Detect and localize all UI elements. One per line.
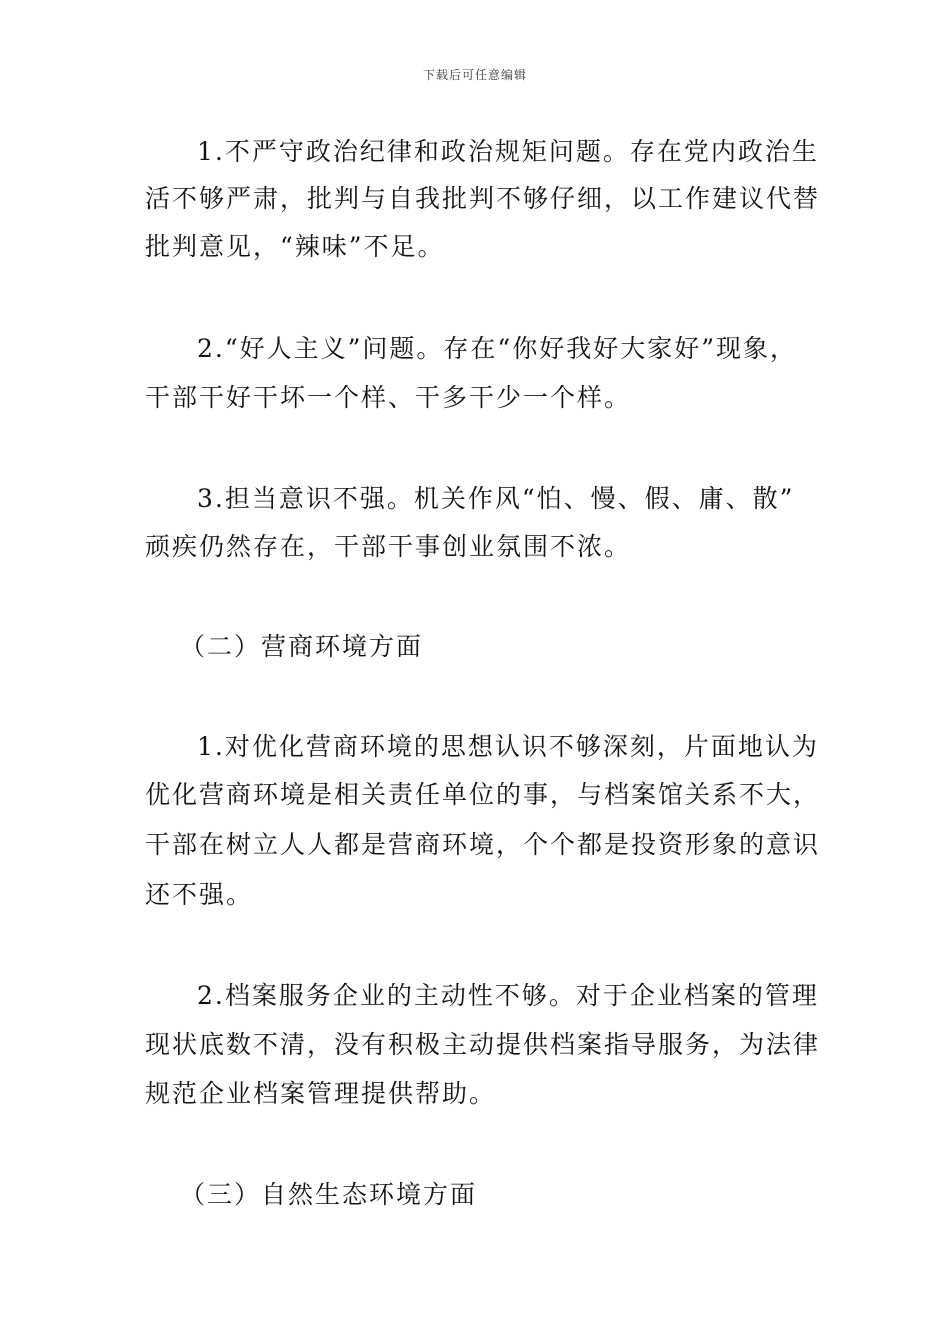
paragraph-line: 还不强。 — [145, 880, 254, 909]
paragraph-line: 批判意见，“辣味”不足。 — [145, 232, 445, 261]
paragraph-line: 现状底数不清，没有积极主动提供档案指导服务，为法律 — [145, 1030, 821, 1059]
paragraph-line: 干部干好干坏一个样、干多干少一个样。 — [145, 383, 632, 412]
section-heading: （二）营商环境方面 — [180, 632, 424, 661]
paragraph-line: 3.担当意识不强。机关作风“怕、慢、假、庸、散” — [197, 484, 795, 513]
paragraph-line: 顽疾仍然存在，干部干事创业氛围不浓。 — [145, 532, 632, 561]
paragraph-line: 优化营商环境是相关责任单位的事，与档案馆关系不大， — [145, 780, 821, 809]
paragraph-line: 干部在树立人人都是营商环境，个个都是投资形象的意识 — [145, 830, 821, 859]
paragraph-line: 2.档案服务企业的主动性不够。对于企业档案的管理 — [197, 981, 819, 1010]
paragraph-line: 2.“好人主义”问题。存在“你好我好大家好”现象， — [197, 334, 797, 363]
section-heading: （三）自然生态环境方面 — [180, 1180, 478, 1209]
paragraph-line: 1.不严守政治纪律和政治规矩问题。存在党内政治生 — [197, 137, 819, 166]
paragraph-line: 规范企业档案管理提供帮助。 — [145, 1079, 497, 1108]
page-header: 下载后可任意编辑 — [422, 68, 527, 82]
paragraph-line: 活不够严肃，批判与自我批判不够仔细，以工作建议代替 — [145, 184, 821, 213]
paragraph-line: 1.对优化营商环境的思想认识不够深刻，片面地认为 — [197, 732, 819, 761]
